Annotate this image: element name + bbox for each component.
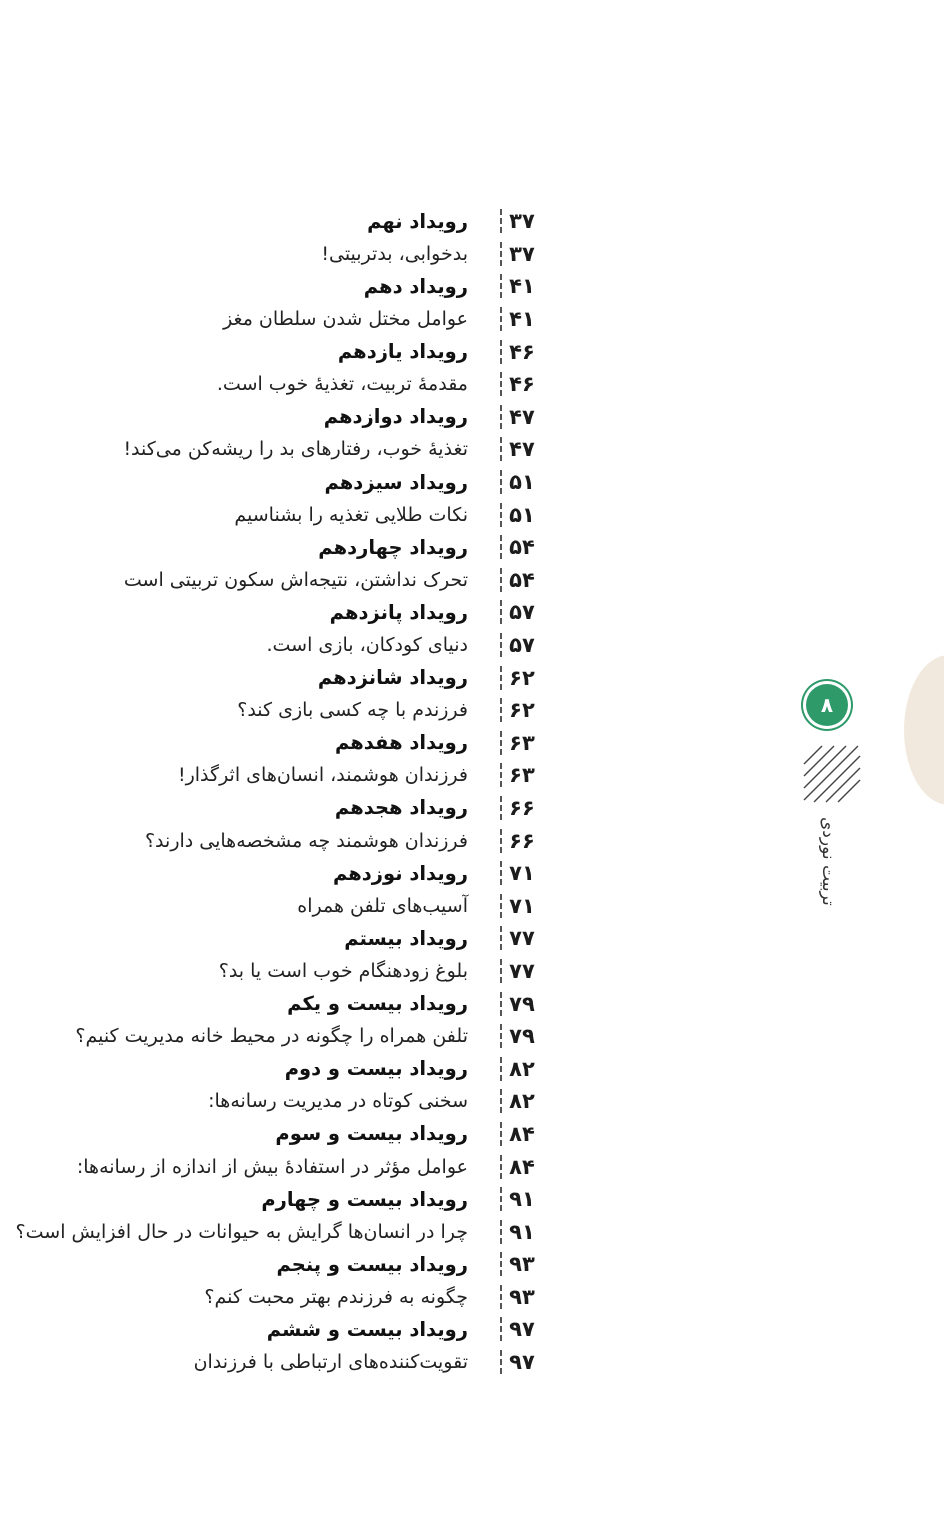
toc-separator (486, 307, 502, 331)
toc-entry-title: رویداد پانزدهم (329, 600, 468, 624)
toc-separator (486, 340, 502, 364)
toc-page-number: ۶۲ (509, 665, 535, 690)
toc-heading-row (22, 335, 542, 368)
toc-heading-row (22, 1118, 542, 1151)
toc-separator (486, 959, 502, 983)
toc-page-number: ۷۷ (509, 958, 535, 983)
toc-separator (486, 568, 502, 592)
toc-entry-title: رویداد نهم (367, 209, 468, 233)
toc-page-number: ۸۲ (509, 1089, 535, 1114)
toc-page-number: ۶۶ (509, 795, 535, 820)
toc-separator (486, 894, 502, 918)
toc-heading-row (22, 792, 542, 825)
toc-item-row (22, 238, 542, 271)
toc-separator (486, 274, 502, 298)
toc-item-row (22, 433, 542, 466)
toc-heading-row (22, 1052, 542, 1085)
toc-page-number: ۵۱ (509, 502, 535, 527)
toc-separator (486, 470, 502, 494)
toc-item-row (15, 1215, 542, 1248)
toc-entry-title: رویداد بیست و دوم (284, 1057, 468, 1081)
toc-separator (486, 861, 502, 885)
toc-item-row (22, 889, 542, 922)
toc-item-row (22, 759, 542, 792)
toc-entry-title: فرزندان هوشمند چه مشخصه‌هایی دارند؟ (144, 829, 468, 852)
toc-separator (486, 437, 502, 461)
toc-page-number: ۵۴ (509, 535, 535, 560)
toc-item-row (22, 824, 542, 857)
toc-heading-row (22, 205, 542, 238)
toc-page-number: ۹۷ (509, 1317, 535, 1342)
toc-heading-row (22, 922, 542, 955)
page-edge-decoration (904, 655, 944, 805)
toc-entry-title: رویداد بیست و ششم (266, 1317, 468, 1341)
page-number-badge (806, 684, 848, 726)
toc-entry-title: رویداد یازدهم (337, 340, 468, 364)
toc-separator (486, 209, 502, 233)
toc-entry-title: چگونه به فرزندم بهتر محبت کنم؟ (204, 1285, 468, 1308)
toc-item-row (22, 629, 542, 662)
toc-entry-title: رویداد چهاردهم (318, 535, 468, 559)
toc-heading-row (22, 466, 542, 499)
toc-separator (486, 698, 502, 722)
toc-separator (486, 666, 502, 690)
toc-separator (486, 1122, 502, 1146)
toc-item-row (22, 303, 542, 336)
toc-page-number: ۵۴ (509, 567, 535, 592)
toc-separator (486, 405, 502, 429)
toc-item-row (22, 1085, 542, 1118)
toc-entry-title: رویداد بیست و پنجم (276, 1252, 468, 1276)
toc-separator (486, 633, 502, 657)
toc-entry-title: فرزندم با چه کسی بازی کند؟ (237, 699, 468, 722)
toc-heading-row (22, 596, 542, 629)
toc-heading-row (22, 1183, 542, 1216)
toc-separator (486, 1350, 502, 1374)
toc-item-row (22, 368, 542, 401)
toc-page-number: ۷۱ (509, 861, 535, 886)
toc-page-number: ۸۴ (509, 1121, 535, 1146)
toc-entry-title: نکات طلایی تغذیه را بشناسیم (234, 503, 468, 526)
toc-page-number: ۴۷ (509, 437, 535, 462)
toc-page-number: ۶۶ (509, 828, 535, 853)
toc-entry-title: رویداد بیستم (344, 926, 468, 950)
toc-entry-title: رویداد سیزدهم (324, 470, 468, 494)
page-number: ۸ (820, 693, 834, 717)
toc-separator (486, 796, 502, 820)
toc-separator (486, 242, 502, 266)
toc-page-number: ۹۷ (509, 1350, 535, 1375)
toc-separator (486, 731, 502, 755)
toc-separator (486, 1024, 502, 1048)
toc-entry-title: رویداد بیست و سوم (275, 1122, 468, 1146)
toc-separator (486, 763, 502, 787)
toc-heading-row (22, 1248, 542, 1281)
toc-page-number: ۶۳ (509, 763, 535, 788)
toc-entry-title: رویداد بیست و چهارم (261, 1187, 468, 1211)
toc-item-row (22, 1346, 542, 1379)
toc-heading-row (22, 531, 542, 564)
toc-page-number: ۴۶ (509, 339, 535, 364)
toc-heading-row (22, 661, 542, 694)
toc-page-number: ۴۱ (509, 307, 535, 332)
toc-separator (486, 372, 502, 396)
toc-separator (486, 1155, 502, 1179)
toc-page-number: ۶۲ (509, 698, 535, 723)
toc-page-number: ۹۳ (509, 1252, 535, 1277)
toc-page-number: ۵۱ (509, 470, 535, 495)
toc-entry-title: عوامل مختل شدن سلطان مغز (223, 308, 468, 331)
toc-page-number: ۷۷ (509, 926, 535, 951)
toc-separator (486, 503, 502, 527)
toc-separator (486, 1252, 502, 1276)
toc-entry-title: تحرک نداشتن، نتیجه‌اش سکون تربیتی است (123, 568, 468, 591)
toc-entry-title: رویداد هفدهم (334, 731, 468, 755)
toc-page-number: ۴۶ (509, 372, 535, 397)
book-title: تربیت نوردی (818, 816, 838, 906)
toc-heading-row (22, 987, 542, 1020)
toc-page-number: ۸۴ (509, 1154, 535, 1179)
toc-entry-title: رویداد بیست و یکم (287, 992, 468, 1016)
toc-page-number: ۹۳ (509, 1284, 535, 1309)
toc-page-number: ۵۷ (509, 600, 535, 625)
toc-entry-title: رویداد دهم (363, 274, 468, 298)
toc-separator (486, 1089, 502, 1113)
toc-separator (486, 992, 502, 1016)
toc-page-number: ۹۱ (509, 1219, 535, 1244)
toc-separator (486, 1057, 502, 1081)
toc-separator (486, 600, 502, 624)
toc-heading-row (22, 270, 542, 303)
toc-page-number: ۳۷ (509, 241, 535, 266)
toc-heading-row (22, 857, 542, 890)
toc-entry-title: تقویت‌کننده‌های ارتباطی با فرزندان (193, 1351, 468, 1374)
toc-entry-title: بلوغ زودهنگام خوب است یا بد؟ (218, 959, 468, 982)
toc-separator (486, 1187, 502, 1211)
toc-separator (486, 1317, 502, 1341)
toc-separator (486, 535, 502, 559)
toc-page-number: ۳۷ (509, 209, 535, 234)
toc-item-row (22, 1020, 542, 1053)
toc-entry-title: تلفن همراه را چگونه در محیط خانه مدیریت کنیم؟ (75, 1025, 468, 1048)
toc-page-number: ۷۹ (509, 991, 535, 1016)
toc-page-number: ۶۳ (509, 730, 535, 755)
toc-entry-title: تغذیهٔ خوب، رفتارهای بد را ریشه‌کن می‌کند! (123, 438, 468, 461)
toc-entry-title: رویداد هجدهم (334, 796, 468, 820)
toc-heading-row (22, 1313, 542, 1346)
toc-entry-title: عوامل مؤثر در استفادهٔ بیش از اندازه از رسانه‌ها: (76, 1155, 468, 1178)
toc-item-row (22, 694, 542, 727)
toc-entry-title: فرزندان هوشمند، انسان‌های اثرگذار! (177, 764, 468, 787)
toc-entry-title: چرا در انسان‌ها گرایش به حیوانات در حال افزایش است؟ (15, 1220, 468, 1243)
toc-item-row (22, 564, 542, 597)
toc-entry-title: دنیای کودکان، بازی است. (266, 634, 468, 657)
toc-page-number: ۸۲ (509, 1056, 535, 1081)
toc-item-row (22, 1150, 542, 1183)
toc-entry-title: رویداد نوزدهم (332, 861, 468, 885)
toc-item-row (22, 955, 542, 988)
toc-entry-title: رویداد دوازدهم (323, 405, 468, 429)
toc-entry-title: مقدمهٔ تربیت، تغذیهٔ خوب است. (216, 373, 468, 396)
toc-heading-row (22, 401, 542, 434)
toc-item-row (22, 498, 542, 531)
toc-page-number: ۵۷ (509, 633, 535, 658)
table-of-contents (15, 205, 542, 1378)
toc-separator (486, 926, 502, 950)
toc-entry-title: بدخوابی، بدتربیتی! (321, 242, 468, 265)
toc-separator (486, 1220, 502, 1244)
toc-separator (486, 1285, 502, 1309)
toc-entry-title: سخنی کوتاه در مدیریت رسانه‌ها: (208, 1090, 468, 1113)
toc-entry-title: آسیب‌های تلفن همراه (297, 894, 468, 917)
toc-page-number: ۹۱ (509, 1187, 535, 1212)
toc-entry-title: رویداد شانزدهم (317, 666, 468, 690)
toc-page-number: ۷۹ (509, 1024, 535, 1049)
toc-heading-row (22, 727, 542, 760)
hatch-decoration (800, 742, 862, 806)
toc-separator (486, 829, 502, 853)
toc-page-number: ۷۱ (509, 893, 535, 918)
toc-page-number: ۴۷ (509, 404, 535, 429)
toc-item-row (22, 1281, 542, 1314)
toc-page-number: ۴۱ (509, 274, 535, 299)
